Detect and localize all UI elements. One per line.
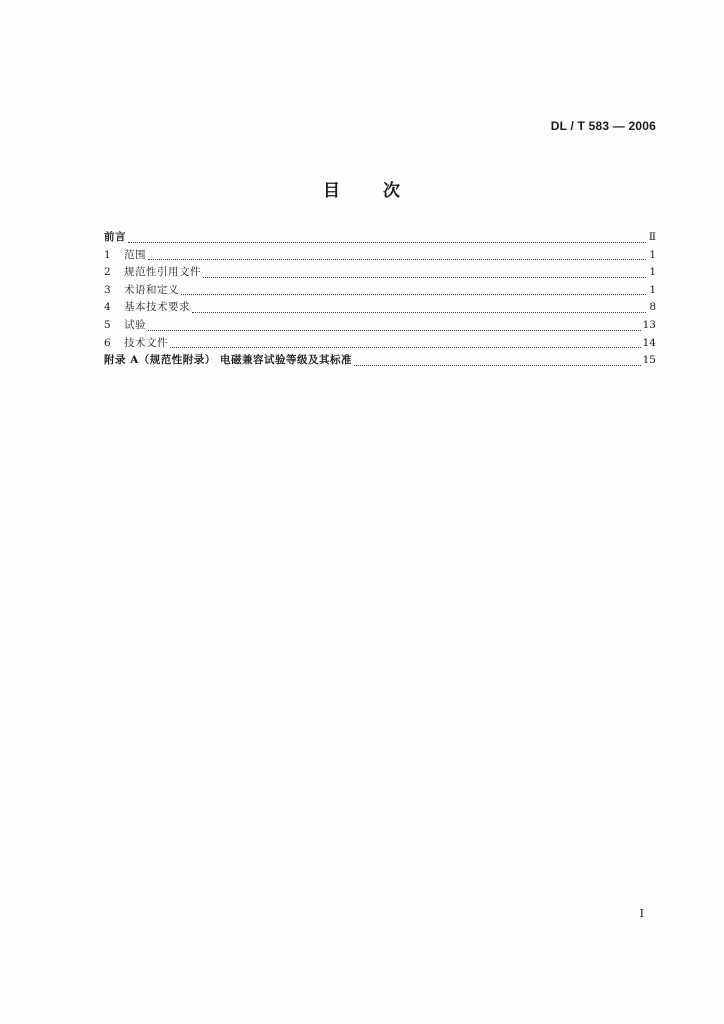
toc-entry-label: 试验 <box>124 318 146 331</box>
toc-entry[interactable] <box>104 264 656 282</box>
toc-entry-number: 1 <box>104 248 111 261</box>
toc-entry-page: Ⅱ <box>648 231 656 243</box>
toc-title-right: 次 <box>383 181 401 201</box>
toc-entry-label: 前言 <box>104 231 126 243</box>
toc-entry-page: 13 <box>642 318 656 331</box>
toc-entry[interactable] <box>104 335 656 353</box>
toc-entry-number: 6 <box>104 336 111 349</box>
document-code: DL / T 583 — 2006 <box>550 119 656 133</box>
toc-entry[interactable] <box>104 352 656 370</box>
toc-dot-leader <box>203 277 646 278</box>
page-number: I <box>639 907 644 920</box>
toc-dot-leader <box>354 365 641 366</box>
toc-entry-label: 术语和定义 <box>124 283 179 296</box>
toc-entry[interactable] <box>104 299 656 317</box>
toc-entry-label: 规范性引用文件 <box>124 266 201 279</box>
toc-entry-page: 1 <box>649 248 656 261</box>
toc-title-left: 目 <box>323 181 341 201</box>
toc-dot-leader <box>148 330 641 331</box>
toc-dot-leader <box>128 242 646 243</box>
toc-entry[interactable] <box>104 317 656 335</box>
toc-entry-label: 基本技术要求 <box>124 301 190 314</box>
toc-entry-page: 1 <box>649 283 656 296</box>
toc-entry-page: 15 <box>642 354 656 367</box>
toc-entry-label: 技术文件 <box>124 336 168 349</box>
toc-dot-leader <box>148 259 646 260</box>
toc-dot-leader <box>192 312 646 313</box>
toc-entry-number: 2 <box>104 266 111 279</box>
toc-entry-number: 5 <box>104 318 111 331</box>
toc-dot-leader <box>170 347 641 348</box>
toc-dot-leader <box>181 294 646 295</box>
toc-entry[interactable] <box>104 247 656 265</box>
toc-entry-page: 8 <box>649 301 656 314</box>
toc-entry[interactable] <box>104 282 656 300</box>
toc-entry-page: 14 <box>642 336 656 349</box>
toc-title <box>0 176 724 201</box>
table-of-contents <box>104 229 656 370</box>
toc-entry-label: 范围 <box>124 248 146 261</box>
toc-entry-page: 1 <box>649 266 656 279</box>
toc-entry-label: 附录 A（规范性附录） 电磁兼容试验等级及其标准 <box>104 354 352 367</box>
toc-entry-number: 3 <box>104 283 111 296</box>
toc-entry-number: 4 <box>104 301 111 314</box>
toc-entry[interactable] <box>104 229 656 247</box>
